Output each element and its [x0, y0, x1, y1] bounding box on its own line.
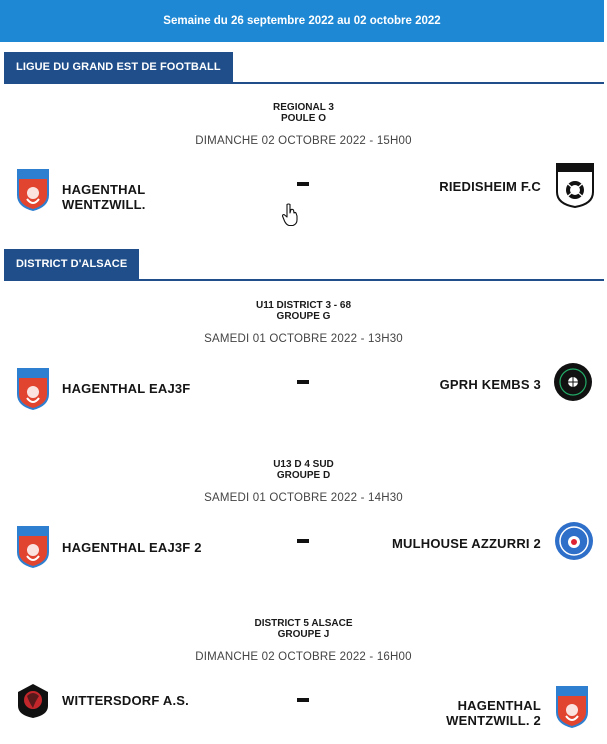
- away-team-name[interactable]: GPRH KEMBS 3: [439, 377, 541, 392]
- hand-cursor-icon: [281, 203, 299, 227]
- score-separator: [297, 380, 309, 384]
- league-header-ligue-grand-est: [4, 52, 604, 84]
- hagenthal-crest-icon: [15, 167, 51, 213]
- gprh-kembs-crest-icon: [553, 362, 593, 402]
- competition-name: DISTRICT 5 ALSACE GROUPE J: [254, 618, 353, 640]
- score-separator: [297, 539, 309, 543]
- home-team-name[interactable]: HAGENTHAL EAJ3F 2: [62, 540, 202, 555]
- hagenthal-crest-icon: [15, 524, 51, 570]
- home-team-name[interactable]: HAGENTHAL WENTZWILL.: [62, 182, 146, 212]
- home-team-name[interactable]: HAGENTHAL EAJ3F: [62, 381, 191, 396]
- week-range: Semaine du 26 septembre 2022 au 02 octobre 2022: [163, 15, 441, 27]
- match-datetime: DIMANCHE 02 OCTOBRE 2022 - 16H00: [195, 651, 412, 663]
- hagenthal-crest-icon: [15, 366, 51, 412]
- score-separator: [297, 182, 309, 186]
- mulhouse-azzurri-crest-icon: [554, 521, 594, 561]
- home-team-name[interactable]: WITTERSDORF A.S.: [62, 693, 189, 708]
- league-name: LIGUE DU GRAND EST DE FOOTBALL: [4, 52, 233, 82]
- wittersdorf-crest-icon: [15, 682, 51, 720]
- away-team-name[interactable]: RIEDISHEIM F.C: [439, 179, 541, 194]
- week-banner: [0, 0, 604, 42]
- riedisheim-crest-icon: [554, 162, 596, 208]
- competition-name: U11 DISTRICT 3 - 68 GROUPE G: [255, 300, 352, 322]
- match-datetime: SAMEDI 01 OCTOBRE 2022 - 13H30: [204, 333, 403, 345]
- away-team-name[interactable]: MULHOUSE AZZURRI 2: [391, 536, 541, 551]
- competition-name: REGIONAL 3 POULE O: [273, 102, 334, 124]
- competition-name: U13 D 4 SUD GROUPE D: [273, 459, 334, 481]
- hagenthal-crest-icon: [554, 684, 590, 730]
- away-team-name[interactable]: HAGENTHAL WENTZWILL. 2: [446, 698, 541, 728]
- match-datetime: DIMANCHE 02 OCTOBRE 2022 - 15H00: [195, 135, 412, 147]
- league-name: DISTRICT D'ALSACE: [4, 249, 139, 279]
- league-header-district-alsace: [4, 249, 604, 281]
- score-separator: [297, 698, 309, 702]
- match-datetime: SAMEDI 01 OCTOBRE 2022 - 14H30: [204, 492, 403, 504]
